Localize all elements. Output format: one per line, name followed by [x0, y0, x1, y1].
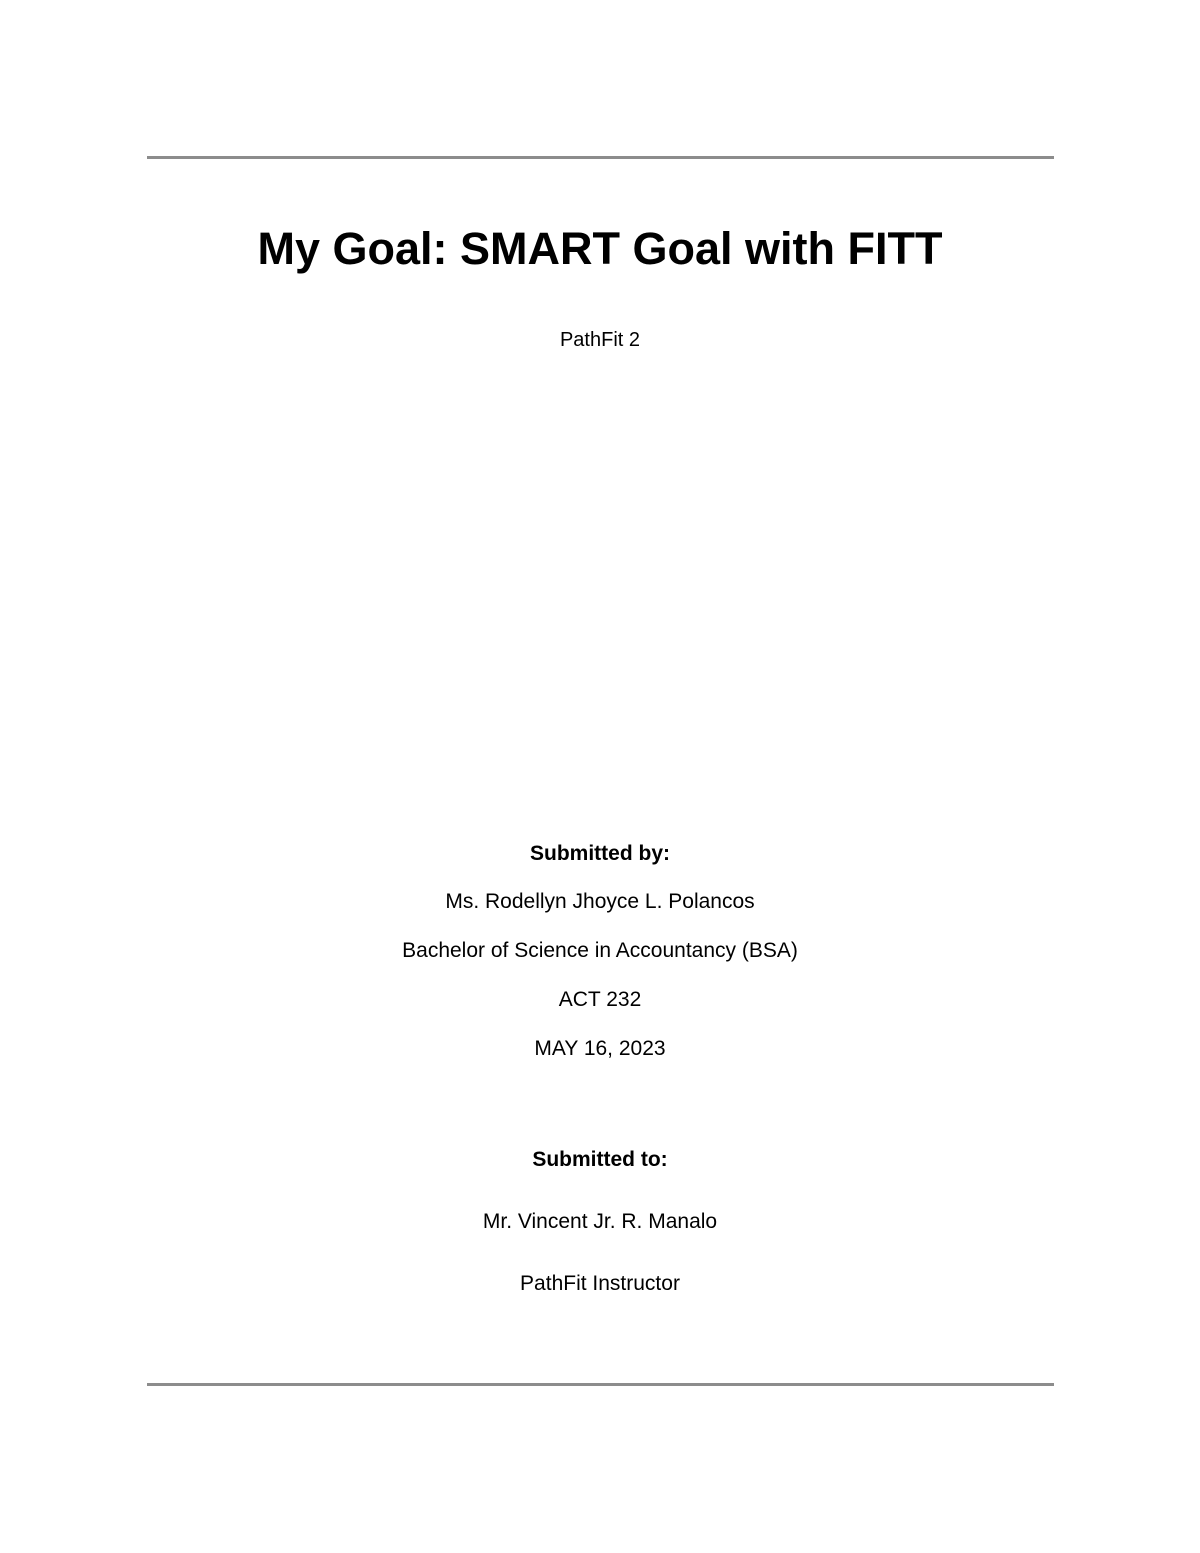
course-subtitle: PathFit 2	[559, 329, 641, 351]
submitted-by-label: Submitted by:	[530, 842, 670, 865]
page-title: My Goal: SMART Goal with FITT	[257, 223, 943, 274]
instructor-role: PathFit Instructor	[520, 1272, 680, 1295]
top-divider	[147, 156, 1054, 159]
instructor-name: Mr. Vincent Jr. R. Manalo	[482, 1210, 718, 1233]
submitted-to-label: Submitted to:	[532, 1148, 668, 1171]
bottom-divider	[147, 1383, 1054, 1386]
student-program: Bachelor of Science in Accountancy (BSA)	[402, 939, 798, 962]
submission-date: MAY 16, 2023	[534, 1037, 666, 1060]
student-section: ACT 232	[558, 988, 642, 1011]
student-name: Ms. Rodellyn Jhoyce L. Polancos	[445, 890, 755, 913]
